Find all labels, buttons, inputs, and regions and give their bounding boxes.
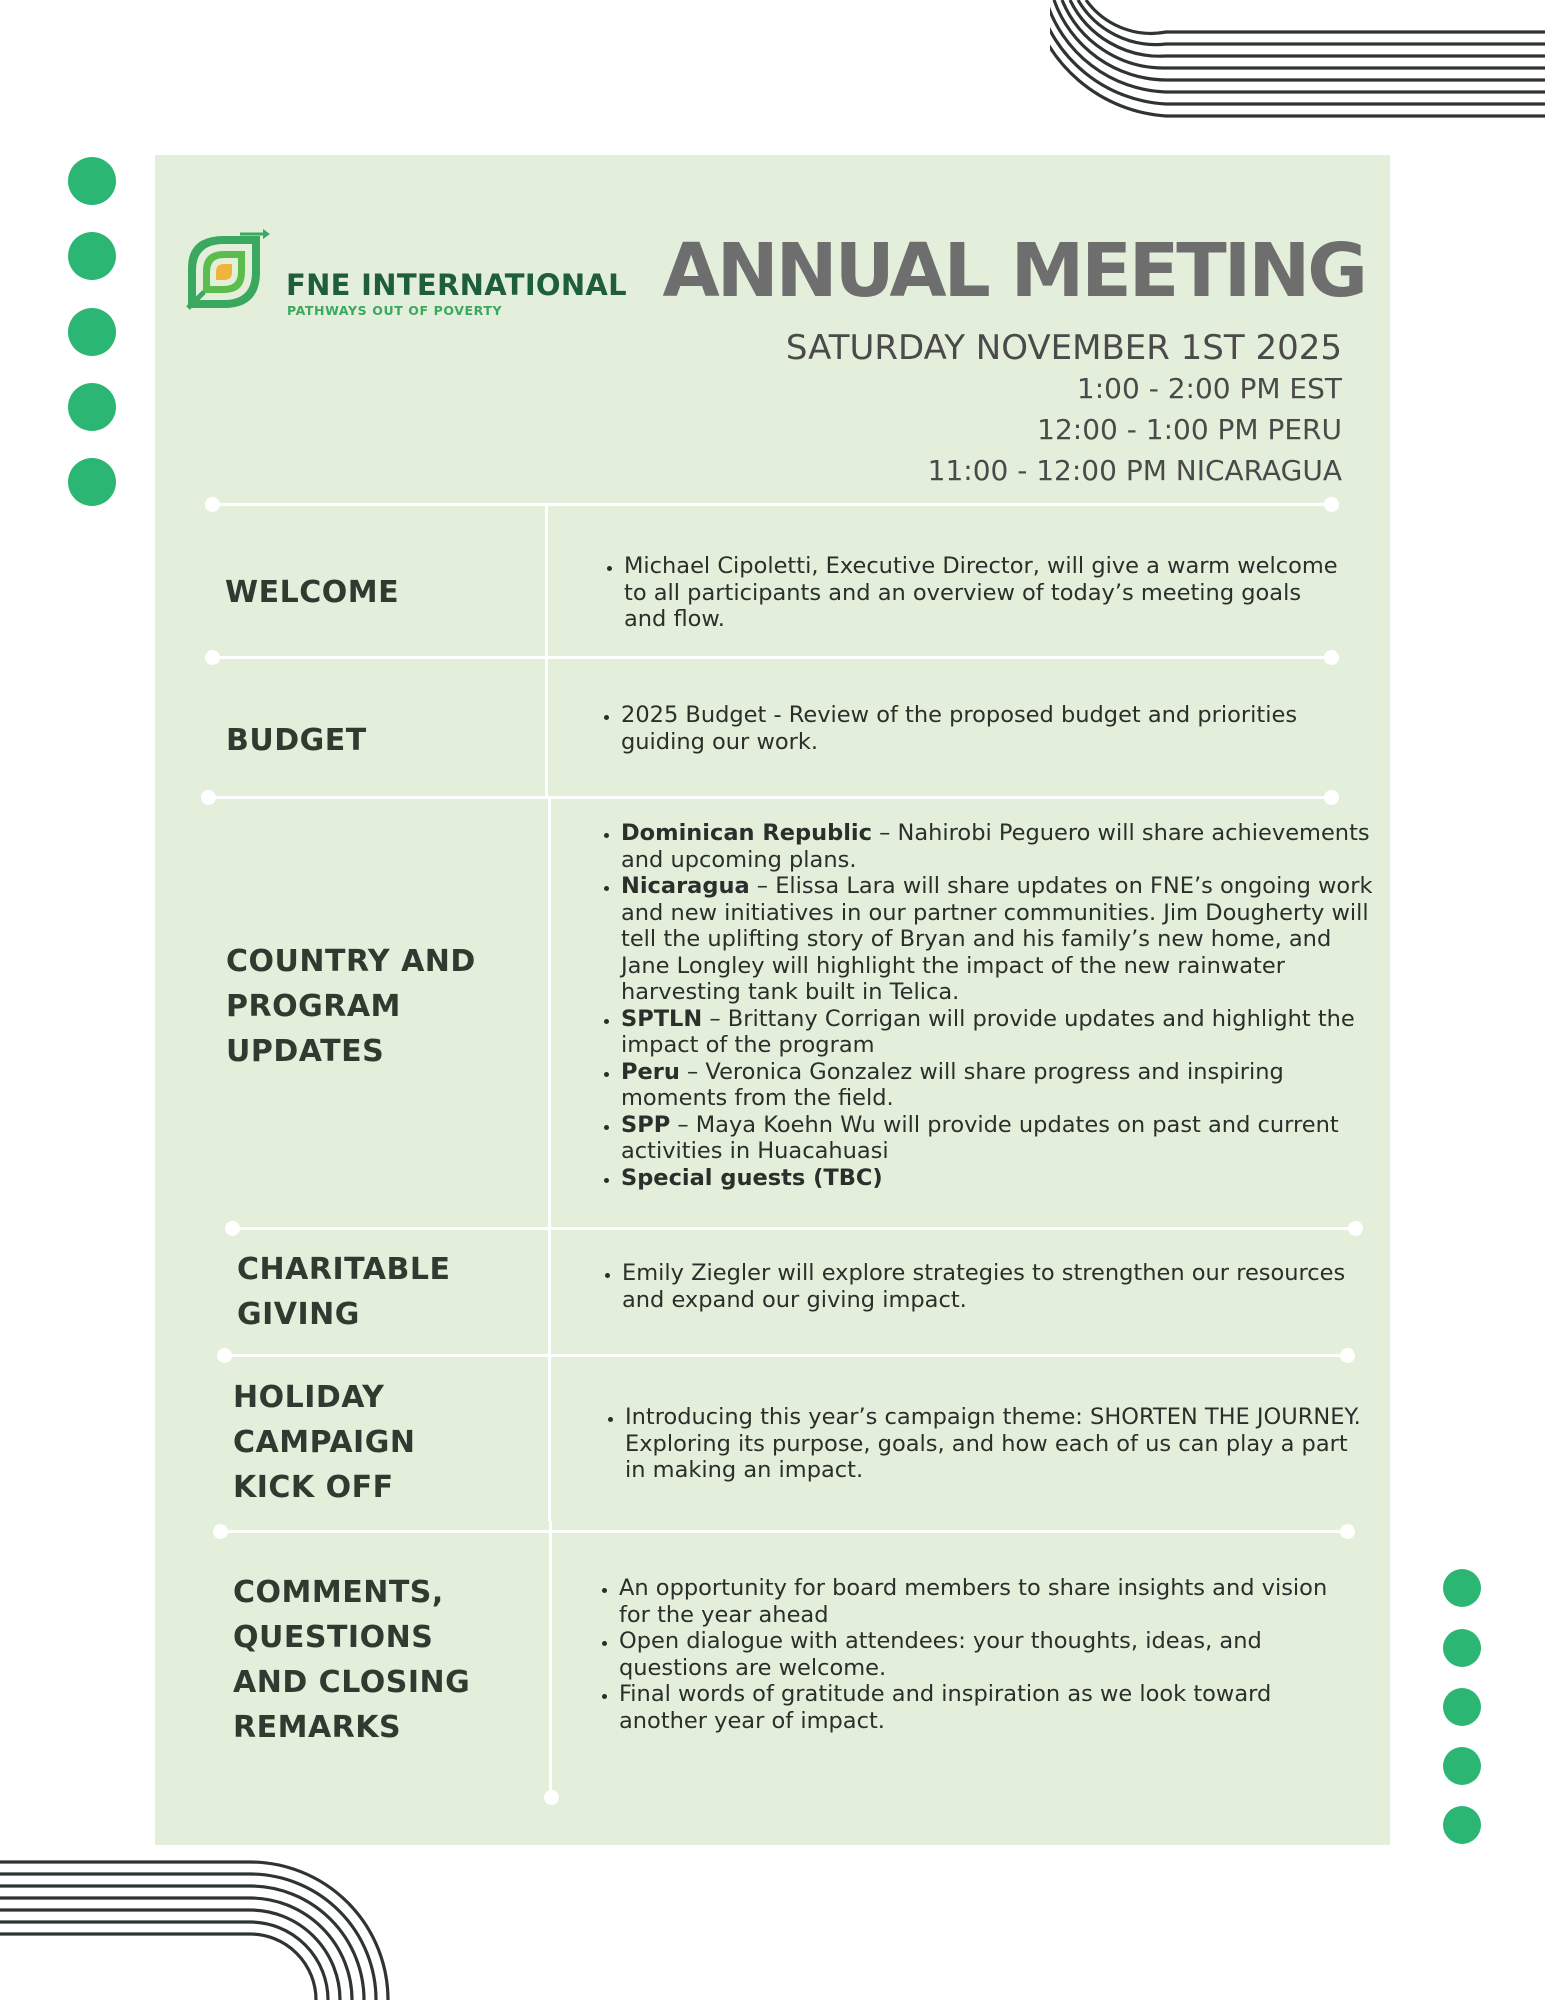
agenda-items-charitable-giving	[588, 1260, 1352, 1313]
list-item: • SPP – Maya Koehn Wu will provide updates on past and current activities in Huacahuasi	[621, 1112, 1376, 1165]
list-item: • Introducing this year’s campaign theme: SHORTEN THE JOURNEY. Exploring its purpose, goals, and how each of us can play a part in making an impact.	[625, 1404, 1375, 1484]
list-item: • Dominican Republic – Nahirobi Peguero will share achievements and upcoming plans.	[621, 820, 1376, 873]
agenda-label-budget: BUDGET	[226, 723, 367, 758]
column-divider	[548, 796, 551, 1521]
agenda-items-closing-remarks	[585, 1575, 1339, 1734]
time-peru: 12:00 - 1:00 PM PERU	[1037, 413, 1342, 446]
column-divider-end	[544, 1790, 559, 1805]
agenda-items-holiday-campaign	[591, 1404, 1375, 1484]
leaf-maze-logo-icon	[180, 228, 272, 320]
agenda-label-holiday-campaign: HOLIDAY CAMPAIGN KICK OFF	[233, 1380, 416, 1505]
divider-line	[232, 1227, 1356, 1230]
decorative-dot	[68, 458, 116, 506]
page-title: ANNUAL MEETING	[662, 228, 1365, 314]
column-divider	[545, 503, 548, 796]
list-item: • Peru – Veronica Gonzalez will share progress and inspiring moments from the field.	[621, 1059, 1376, 1112]
agenda-label-welcome: WELCOME	[225, 575, 400, 610]
divider-line	[208, 796, 1332, 799]
decorative-dot	[1443, 1747, 1481, 1785]
decorative-dot	[1443, 1629, 1481, 1667]
time-est: 1:00 - 2:00 PM EST	[1076, 372, 1342, 405]
decorative-dot	[68, 157, 116, 205]
list-item: • 2025 Budget - Review of the proposed budget and priorities guiding our work.	[621, 702, 1341, 755]
list-item: • Special guests (TBC)	[621, 1165, 1376, 1192]
decorative-arcs-bottom-left	[0, 1850, 400, 2000]
agenda-label-country-updates: COUNTRY AND PROGRAM UPDATES	[226, 944, 476, 1069]
list-item: • Michael Cipoletti, Executive Director, will give a warm welcome to all participants and an overview of today’s meeting goals and flow.	[624, 553, 1344, 633]
divider-line	[220, 1530, 1348, 1533]
list-item: • SPTLN – Brittany Corrigan will provide updates and highlight the impact of the program	[621, 1006, 1376, 1059]
meeting-date: SATURDAY NOVEMBER 1ST 2025	[785, 328, 1342, 368]
list-item: • Open dialogue with attendees: your thoughts, ideas, and questions are welcome.	[619, 1628, 1339, 1681]
decorative-arcs-top-right	[1050, 0, 1545, 120]
agenda-items-welcome	[590, 553, 1344, 633]
organization-tagline: PATHWAYS OUT OF POVERTY	[287, 303, 503, 318]
divider-line	[224, 1354, 1348, 1357]
list-item: • Nicaragua – Elissa Lara will share updates on FNE’s ongoing work and new initiatives in our partner communities. Jim Dougherty will tell the uplifting story of Bryan and his family’s new home, and Jane Longley will highlight the impact of the new rainwater harvesting tank built in Telica.	[621, 873, 1376, 1006]
divider-line	[212, 503, 1332, 506]
decorative-dot	[1443, 1688, 1481, 1726]
decorative-dot	[1443, 1806, 1481, 1844]
list-item: • An opportunity for board members to share insights and vision for the year ahead	[619, 1575, 1339, 1628]
list-item: • Emily Ziegler will explore strategies to strengthen our resources and expand our giving impact.	[622, 1260, 1352, 1313]
divider-line	[212, 656, 1332, 659]
column-divider	[549, 1521, 552, 1797]
decorative-dot	[68, 308, 116, 356]
decorative-dot	[1443, 1569, 1481, 1607]
organization-name: FNE INTERNATIONAL	[286, 268, 627, 302]
agenda-label-charitable-giving: CHARITABLE GIVING	[237, 1252, 451, 1332]
agenda-items-budget	[587, 702, 1341, 755]
agenda-label-closing-remarks: COMMENTS, QUESTIONS AND CLOSING REMARKS	[233, 1575, 471, 1745]
time-nicaragua: 11:00 - 12:00 PM NICARAGUA	[927, 454, 1342, 487]
decorative-dot	[68, 232, 116, 280]
decorative-dot	[68, 383, 116, 431]
list-item: • Final words of gratitude and inspiration as we look toward another year of impact.	[619, 1681, 1339, 1734]
agenda-items-country-updates	[587, 820, 1376, 1191]
